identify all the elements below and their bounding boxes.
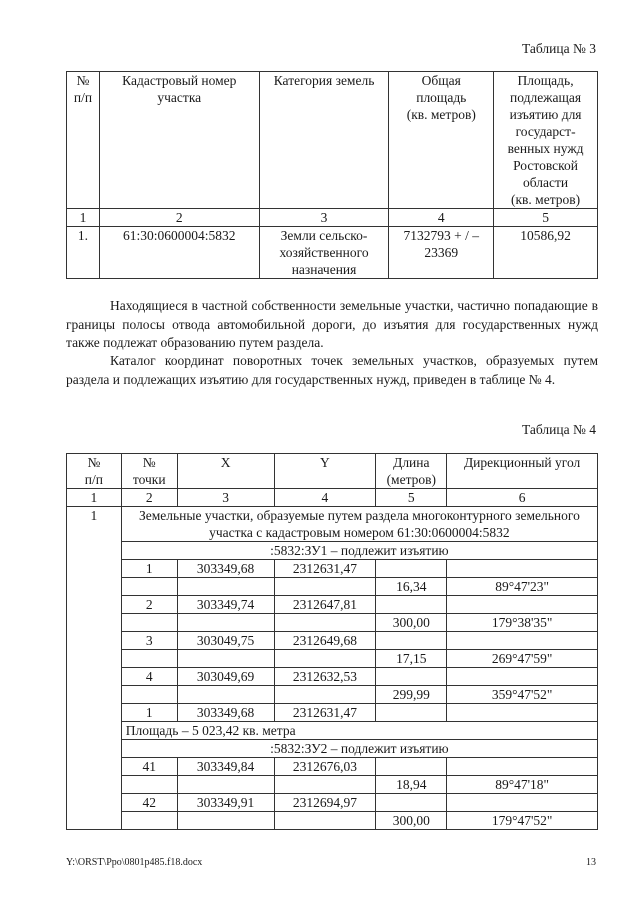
coordinate-x: 303349,84 [177, 758, 274, 776]
header-cell: X [177, 454, 274, 489]
segment-length: 300,00 [376, 812, 447, 830]
empty-cell [376, 632, 447, 650]
empty-cell [447, 632, 598, 650]
number-cell: 3 [259, 209, 389, 227]
segment-length: 16,34 [376, 578, 447, 596]
table-row [67, 758, 598, 776]
header-cell: № п/п [67, 454, 122, 489]
table-3-header-row [67, 72, 598, 209]
segment-length: 17,15 [376, 650, 447, 668]
bearing-angle: 89°47'23" [447, 578, 598, 596]
subparcel-1-area: Площадь – 5 023,42 кв. метра [121, 722, 597, 740]
empty-cell [121, 776, 177, 794]
number-cell: 2 [99, 209, 259, 227]
header-cell: Категория земель [259, 72, 389, 209]
table-row [67, 596, 598, 614]
bearing-angle: 89°47'18" [447, 776, 598, 794]
land-category: Земли сельско- хозяйственного назначения [259, 227, 389, 279]
empty-cell [447, 704, 598, 722]
table-row [67, 560, 598, 578]
coordinate-y: 2312649,68 [274, 632, 376, 650]
point-number: 3 [121, 632, 177, 650]
point-number: 4 [121, 668, 177, 686]
coordinate-x: 303349,68 [177, 560, 274, 578]
number-cell: 6 [447, 489, 598, 507]
number-cell: 1 [67, 209, 100, 227]
seized-area: 10586,92 [494, 227, 598, 279]
empty-cell [447, 596, 598, 614]
coordinate-y: 2312676,03 [274, 758, 376, 776]
empty-cell [447, 758, 598, 776]
empty-cell [447, 794, 598, 812]
header-cell: № п/п [67, 72, 100, 209]
empty-cell [177, 578, 274, 596]
table-row [67, 632, 598, 650]
empty-cell [177, 650, 274, 668]
number-cell: 1 [67, 489, 122, 507]
subparcel-title-row [67, 542, 598, 560]
area-row [67, 722, 598, 740]
table-row [67, 776, 598, 794]
coordinate-y: 2312647,81 [274, 596, 376, 614]
table-4-number-row [67, 489, 598, 507]
number-cell: 2 [121, 489, 177, 507]
empty-cell [376, 560, 447, 578]
header-cell: Кадастровый номер участка [99, 72, 259, 209]
paragraph-1: Находящиеся в частной собственности земельные участки, частично попадающие в границы полосы отвода автомобильной дороги, до изъятия для государственных нужд также подлежат образованию путем раздела. [66, 298, 598, 350]
empty-cell [274, 812, 376, 830]
group-title: Земельные участки, образуемые путем раздела многоконтурного земельного участка с кадастровым номером 61:30:0600004:5832 [121, 507, 597, 542]
empty-cell [121, 614, 177, 632]
subparcel-2-title: :5832:ЗУ2 – подлежит изъятию [121, 740, 597, 758]
group-number: 1 [67, 507, 122, 830]
table-row [67, 578, 598, 596]
empty-cell [274, 650, 376, 668]
paragraph-2: Каталог координат поворотных точек земельных участков, образуемых путем раздела и подлежащих изъятию для государственных нужд, приведен в таблице № 4. [66, 353, 598, 387]
table-3-number-row [67, 209, 598, 227]
empty-cell [121, 650, 177, 668]
coordinate-y: 2312694,97 [274, 794, 376, 812]
empty-cell [177, 614, 274, 632]
point-number: 1 [121, 704, 177, 722]
coordinate-x: 303349,74 [177, 596, 274, 614]
table-4-header-row [67, 454, 598, 489]
empty-cell [274, 614, 376, 632]
coordinate-x: 303349,91 [177, 794, 274, 812]
table-row [67, 686, 598, 704]
row-number: 1. [67, 227, 100, 279]
point-number: 41 [121, 758, 177, 776]
total-area: 7132793 + / – 23369 [389, 227, 494, 279]
number-cell: 5 [494, 209, 598, 227]
empty-cell [376, 596, 447, 614]
header-cell: Площадь, подлежащая изъятию для государст- венных нужд Ростовской области (кв. метров) [494, 72, 598, 209]
empty-cell [121, 686, 177, 704]
table-row [67, 794, 598, 812]
empty-cell [376, 668, 447, 686]
header-cell: Дирекционный угол [447, 454, 598, 489]
empty-cell [376, 704, 447, 722]
header-cell: Y [274, 454, 376, 489]
point-number: 1 [121, 560, 177, 578]
table-row [67, 704, 598, 722]
empty-cell [447, 560, 598, 578]
empty-cell [177, 812, 274, 830]
empty-cell [376, 794, 447, 812]
subparcel-1-title: :5832:ЗУ1 – подлежит изъятию [121, 542, 597, 560]
segment-length: 18,94 [376, 776, 447, 794]
empty-cell [274, 686, 376, 704]
empty-cell [447, 668, 598, 686]
coordinate-x: 303049,69 [177, 668, 274, 686]
header-cell: Длина (метров) [376, 454, 447, 489]
footer-file-path: Y:\ORST\Ppo\0801p485.f18.docx [66, 857, 203, 868]
table-row [67, 668, 598, 686]
table-3 [66, 71, 598, 279]
coordinate-y: 2312631,47 [274, 704, 376, 722]
table-row [67, 614, 598, 632]
table-row [67, 227, 598, 279]
empty-cell [121, 578, 177, 596]
empty-cell [376, 758, 447, 776]
coordinate-x: 303349,68 [177, 704, 274, 722]
number-cell: 4 [274, 489, 376, 507]
bearing-angle: 179°47'52" [447, 812, 598, 830]
footer-page-number: 13 [586, 857, 596, 868]
segment-length: 299,99 [376, 686, 447, 704]
table-3-caption: Таблица № 3 [522, 41, 596, 56]
cadastral-number: 61:30:0600004:5832 [99, 227, 259, 279]
table-4 [66, 453, 598, 830]
number-cell: 4 [389, 209, 494, 227]
bearing-angle: 269°47'59" [447, 650, 598, 668]
empty-cell [274, 776, 376, 794]
header-cell: № точки [121, 454, 177, 489]
empty-cell [121, 812, 177, 830]
table-row [67, 650, 598, 668]
coordinate-y: 2312631,47 [274, 560, 376, 578]
point-number: 42 [121, 794, 177, 812]
point-number: 2 [121, 596, 177, 614]
coordinate-y: 2312632,53 [274, 668, 376, 686]
group-title-row [67, 507, 598, 542]
empty-cell [177, 686, 274, 704]
header-cell: Общая площадь (кв. метров) [389, 72, 494, 209]
bearing-angle: 359°47'52" [447, 686, 598, 704]
empty-cell [177, 776, 274, 794]
number-cell: 5 [376, 489, 447, 507]
empty-cell [274, 578, 376, 596]
bearing-angle: 179°38'35" [447, 614, 598, 632]
segment-length: 300,00 [376, 614, 447, 632]
number-cell: 3 [177, 489, 274, 507]
table-4-caption: Таблица № 4 [522, 422, 596, 437]
subparcel-title-row [67, 740, 598, 758]
coordinate-x: 303049,75 [177, 632, 274, 650]
table-row [67, 812, 598, 830]
